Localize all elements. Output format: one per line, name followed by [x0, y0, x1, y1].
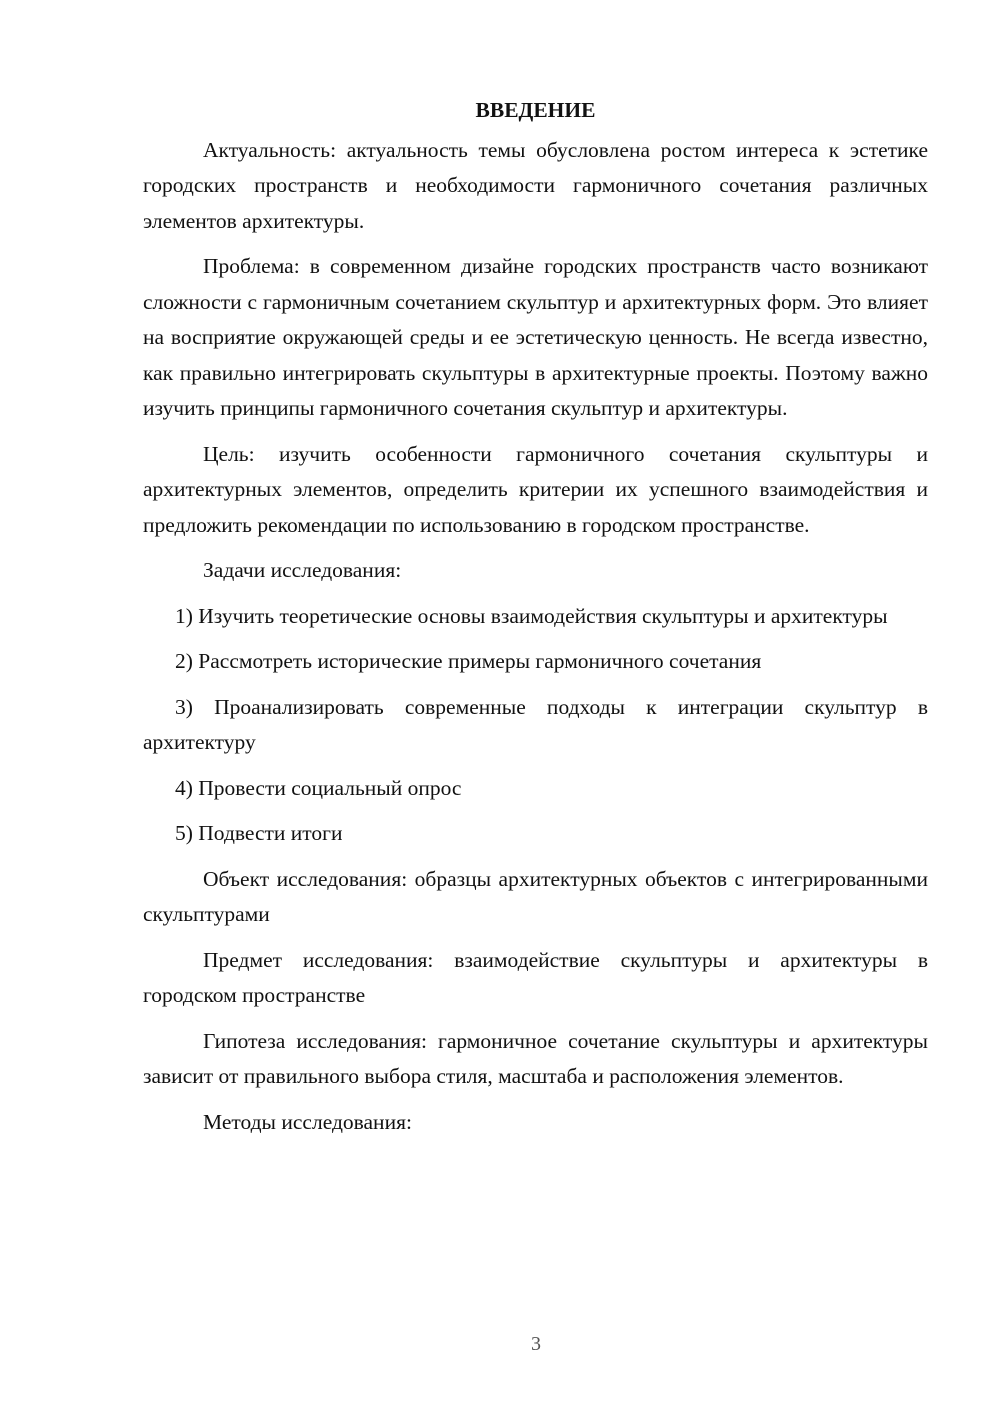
task-item-4: 4) Провести социальный опрос [175, 775, 462, 800]
hypothesis-paragraph: Гипотеза исследования: гармоничное сочетание скульптуры и архитектуры зависит от правильного выбора стиля, масштаба и расположения элементов. [143, 1028, 928, 1088]
task-item-3: 3) Проанализировать современные подходы к интеграции скульптур в архитектуру [143, 694, 928, 754]
methods-heading: Методы исследования: [203, 1109, 412, 1134]
task-item-1: 1) Изучить теоретические основы взаимодействия скульптуры и архитектуры [175, 603, 888, 628]
page-content [143, 93, 928, 1150]
task-item-5: 5) Подвести итоги [175, 821, 343, 845]
task-item-2: 2) Рассмотреть исторические примеры гармоничного сочетания [175, 649, 762, 673]
relevance-paragraph: Актуальность: актуальность темы обусловлена ростом интереса к эстетике городских пространств и необходимости гармоничного сочетания различных элементов архитектуры. [143, 137, 928, 233]
tasks-heading: Задачи исследования: [203, 558, 402, 582]
goal-paragraph: Цель: изучить особенности гармоничного сочетания скульптуры и архитектурных элементов, определить критерии их успешного взаимодействия и предложить рекомендации по использованию в городском пространстве. [143, 441, 928, 537]
object-paragraph: Объект исследования: образцы архитектурных объектов с интегрированными скульптурами [143, 866, 928, 926]
subject-paragraph: Предмет исследования: взаимодействие скульптуры и архитектуры в городском пространстве [143, 947, 928, 1007]
problem-paragraph: Проблема: в современном дизайне городских пространств часто возникают сложности с гармоничным сочетанием скульптур и архитектурных форм. Это влияет на восприятие окружающей среды и ее эстетическую ценность. Не всегда известно, как правильно интегрировать скульптуры в архитектурные проекты. Поэтому важно изучить принципы гармоничного сочетания скульптур и архитектуры. [143, 254, 928, 420]
page-title: ВВЕДЕНИЕ [475, 98, 596, 122]
page-number: 3 [531, 1333, 541, 1355]
